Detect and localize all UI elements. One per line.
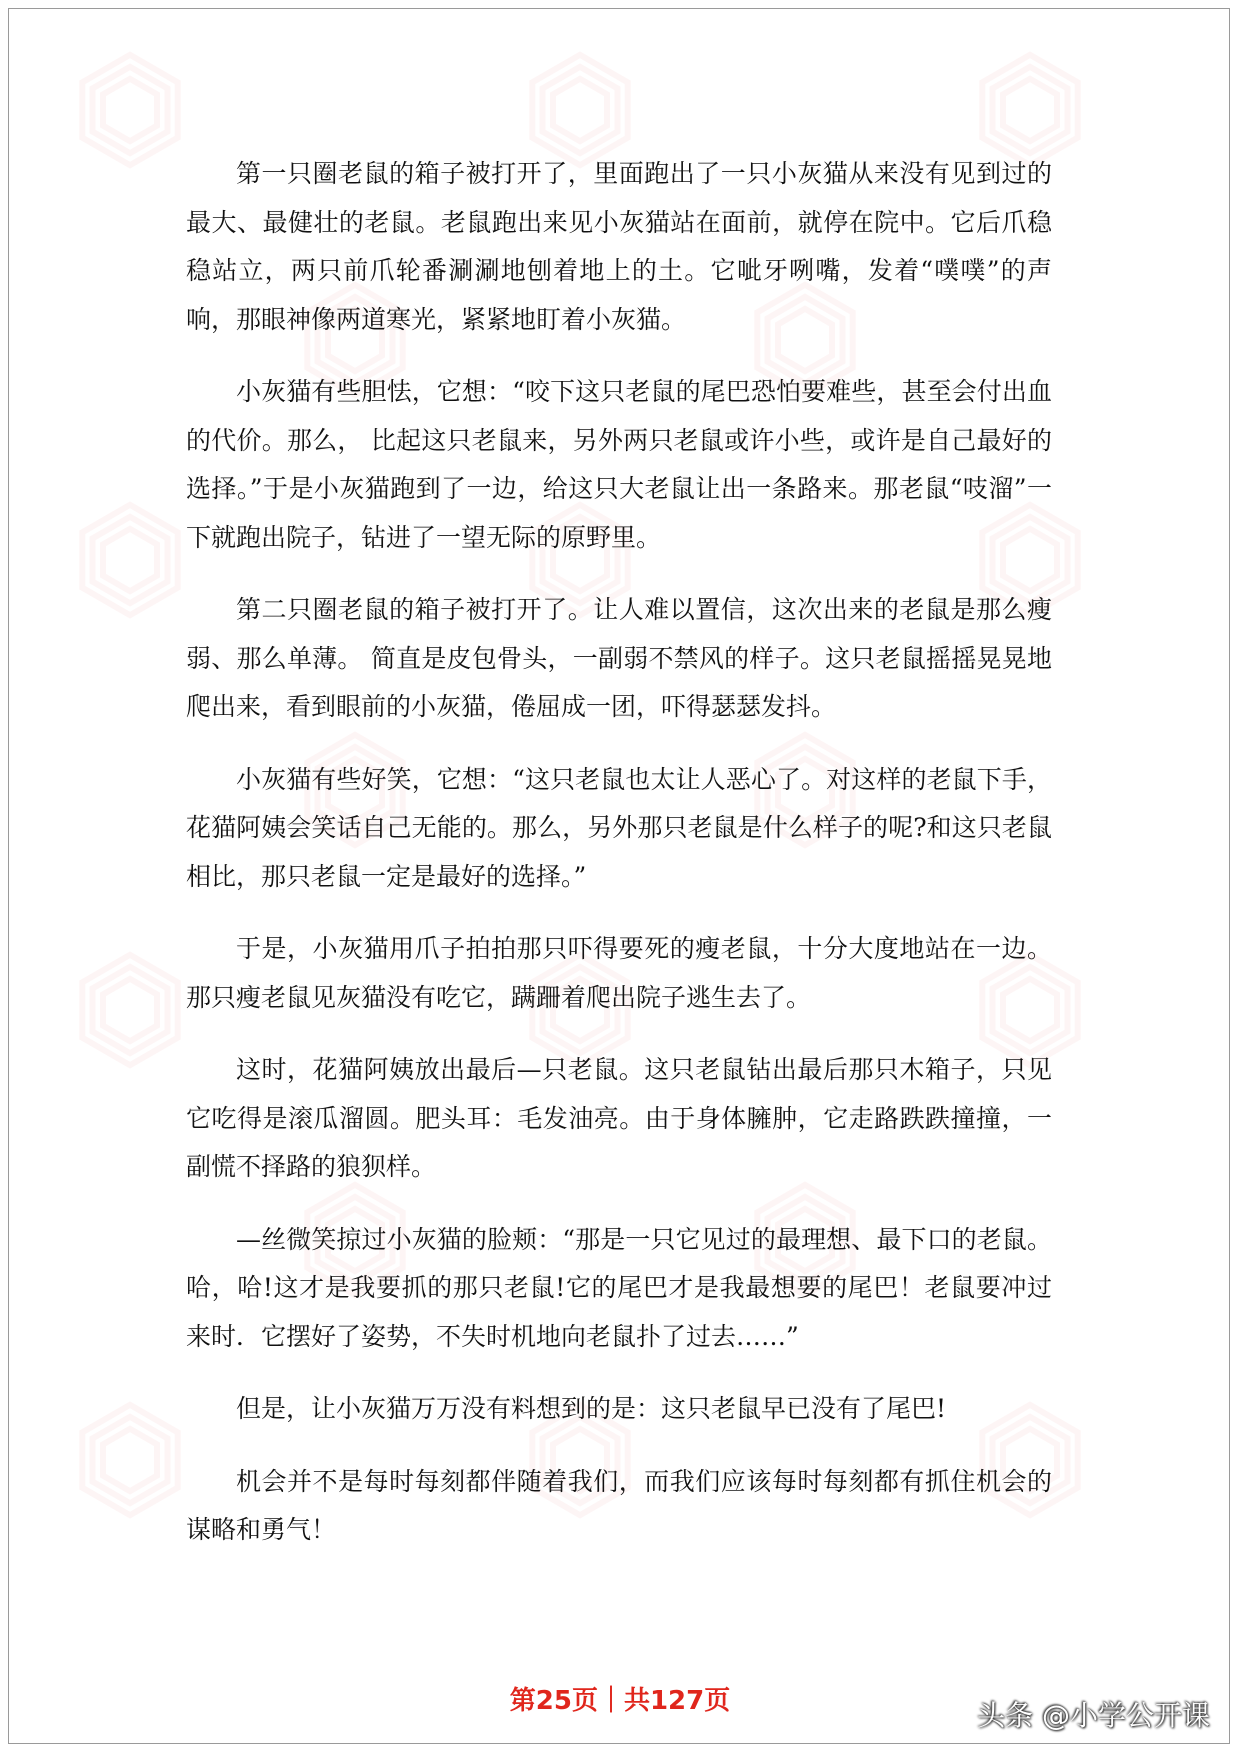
paragraph: 第二只圈老鼠的箱子被打开了。让人难以置信，这次出来的老鼠是那么瘦弱、那么单薄。 简直是皮包骨头，一副弱不禁风的样子。这只老鼠摇摇晃晃地爬出来，看到眼前的小灰猫，倦屈成一团，吓得瑟瑟发抖。 bbox=[186, 595, 1052, 721]
paragraph: 这时，花猫阿姨放出最后—只老鼠。这只老鼠钻出最后那只木箱子，只见它吃得是滚瓜溜圆。肥头耳：毛发油亮。由于身体臃肿，它走路跌跌撞撞，一副慌不择路的狼狈样。 bbox=[186, 1055, 1052, 1181]
paragraph: 小灰猫有些胆怯，它想：“咬下这只老鼠的尾巴恐怕要难些，甚至会付出血的代价。那么， 比起这只老鼠来，另外两只老鼠或许小些，或许是自己最好的选择。”于是小灰猫跑到了一边，给这只大老鼠让出一条路来。那老鼠“吱溜”一下就跑出院子，钻进了一望无际的原野里。 bbox=[186, 377, 1052, 552]
paragraph: 机会并不是每时每刻都伴随着我们，而我们应该每时每刻都有抓住机会的谋略和勇气！ bbox=[186, 1466, 1052, 1544]
paragraph: —丝微笑掠过小灰猫的脸颊：“那是一只它见过的最理想、最下口的老鼠。哈，哈!这才是我要抓的那只老鼠!它的尾巴才是我最想要的尾巴！老鼠要冲过来时．它摆好了姿势，不失时机地向老鼠扑了过去……” bbox=[186, 1224, 1052, 1351]
paragraph: 但是，让小灰猫万万没有料想到的是：这只老鼠早已没有了尾巴! bbox=[236, 1394, 947, 1423]
brand-watermark: 头条 @小学公开课 bbox=[977, 1699, 1210, 1732]
page-indicator: 第25页｜共127页 bbox=[509, 1686, 731, 1716]
paragraph: 小灰猫有些好笑，它想：“这只老鼠也太让人恶心了。对这样的老鼠下手，花猫阿姨会笑话自己无能的。那么，另外那只老鼠是什么样子的呢?和这只老鼠相比，那只老鼠一定是最好的选择。” bbox=[186, 764, 1052, 891]
paragraph: 第一只圈老鼠的箱子被打开了，里面跑出了一只小灰猫从来没有见到过的最大、最健壮的老鼠。老鼠跑出来见小灰猫站在面前，就停在院中。它后爪稳稳站立，两只前爪轮番涮涮地刨着地上的土。它呲牙咧嘴，发着“噗噗”的声响，那眼神像两道寒光，紧紧地盯着小灰猫。 bbox=[186, 159, 1052, 334]
paragraph: 于是，小灰猫用爪子拍拍那只吓得要死的瘦老鼠，十分大度地站在一边。那只瘦老鼠见灰猫没有吃它，蹒跚着爬出院子逃生去了。 bbox=[186, 934, 1052, 1012]
document-body bbox=[186, 150, 1052, 1579]
